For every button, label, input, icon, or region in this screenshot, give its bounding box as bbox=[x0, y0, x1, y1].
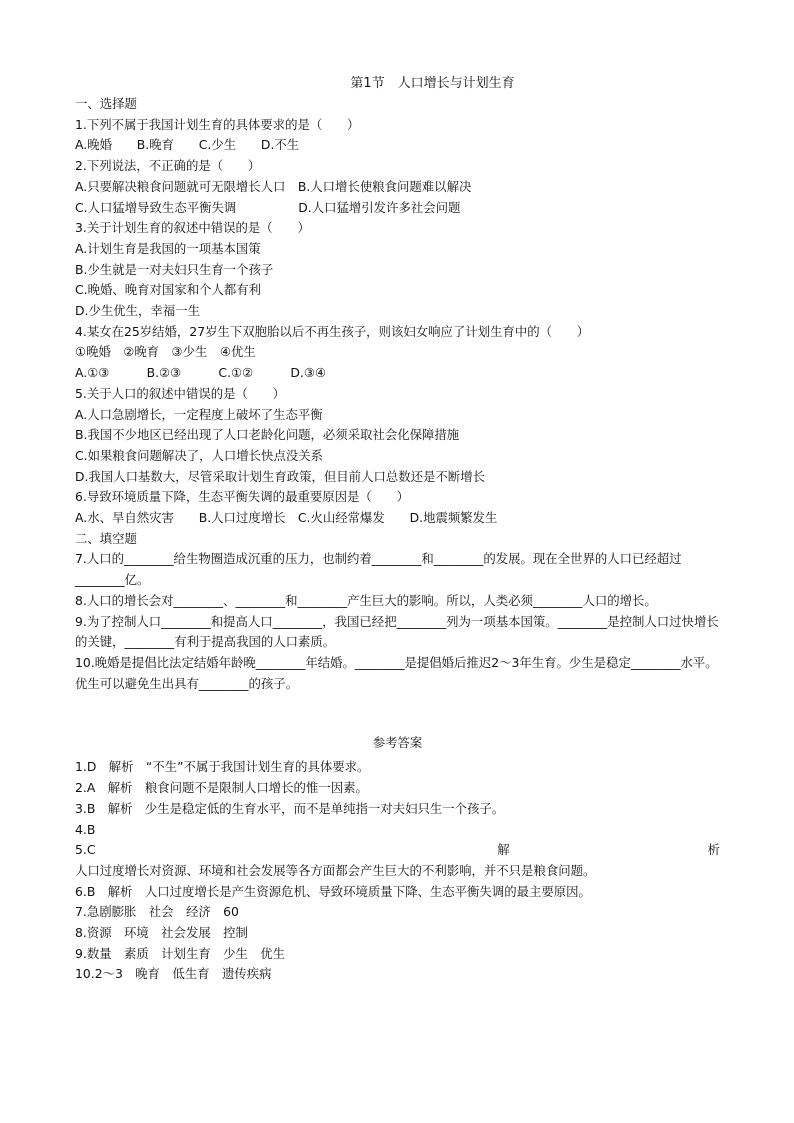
answer-2: 2.A 解析 粮食问题不是限制人口增长的惟一因素。 bbox=[75, 780, 368, 796]
question-4-options: A.①③ B.②③ C.①② D.③④ bbox=[75, 365, 327, 381]
question-6-options: A.水、旱自然灾害 B.人口过度增长 C.火山经常爆发 D.地震频繁发生 bbox=[75, 510, 498, 526]
question-2-options-cd: C.人口猛增导致生态平衡失调 D.人口猛增引发许多社会问题 bbox=[75, 199, 461, 215]
worksheet-page bbox=[75, 74, 720, 985]
question-3-stem: 3.关于计划生育的叙述中错误的是（ ） bbox=[75, 220, 310, 236]
answer-8: 8.资源 环境 社会发展 控制 bbox=[75, 925, 248, 941]
page-title: 第1节 人口增长与计划生育 bbox=[350, 76, 515, 91]
question-10: 10.晚婚是提倡比法定结婚年龄晚________年结婚。________是提倡婚后推迟2～3年生育。少生是稳定________水平。优生可以避免生出具有________的孩子。 bbox=[75, 654, 718, 691]
question-5-option-c: C.如果粮食问题解决了，人口增长快点没关系 bbox=[75, 447, 324, 463]
question-3-option-a: A.计划生育是我国的一项基本国策 bbox=[75, 240, 261, 256]
question-5-stem: 5.关于人口的叙述中错误的是（ ） bbox=[75, 385, 286, 401]
question-5-option-b: B.我国不少地区已经出现了人口老龄化问题，必须采取社会化保障措施 bbox=[75, 427, 460, 443]
question-2-options-ab: A.只要解决粮食问题就可无限增长人口 B.人口增长使粮食问题难以解决 bbox=[75, 178, 472, 194]
answer-1: 1.D 解析 “不生”不属于我国计划生育的具体要求。 bbox=[75, 759, 370, 775]
question-3-option-b: B.少生就是一对夫妇只生育一个孩子 bbox=[75, 261, 274, 277]
answer-10: 10.2～3 晚育 低生育 遗传疾病 bbox=[75, 966, 272, 982]
answer-9: 9.数量 素质 计划生育 少生 优生 bbox=[75, 945, 286, 961]
answer-5-xi: 析 bbox=[707, 842, 720, 858]
question-6-stem: 6.导致环境质量下降，生态平衡失调的最重要原因是（ ） bbox=[75, 489, 409, 505]
answer-6: 6.B 解析 人口过度增长是产生资源危机、导致环境质量下降、生态平衡失调的最主要原因。 bbox=[75, 883, 591, 899]
question-9: 9.为了控制人口________和提高人口________，我国已经把________列为一项基本国策。________是控制人口过快增长的关键，________有利于提高我国的人口素质。 bbox=[75, 613, 719, 650]
answer-5-jie: 解 bbox=[497, 842, 510, 858]
question-3-option-c: C.晚婚、晚育对国家和个人都有利 bbox=[75, 282, 262, 298]
section-heading-fill: 二、填空题 bbox=[75, 530, 137, 546]
question-4-stem: 4.某女在25岁结婚，27岁生下双胞胎以后不再生孩子，则该妇女响应了计划生育中的（ ） bbox=[75, 323, 590, 339]
question-8: 8.人口的增长会对________、________和________产生巨大的影响。所以，人类必须________人口的增长。 bbox=[75, 592, 657, 608]
section-heading-choice: 一、选择题 bbox=[75, 96, 137, 111]
answer-3: 3.B 解析 少生是稳定低的生育水平，而不是单纯指一对夫妇只生一个孩子。 bbox=[75, 800, 505, 816]
question-1-options: A.晚婚 B.晚育 C.少生 D.不生 bbox=[75, 137, 300, 153]
answer-5-number: 5.C bbox=[75, 842, 96, 858]
answer-4: 4.B bbox=[75, 821, 96, 837]
answer-5-text: 人口过度增长对资源、环境和社会发展等各方面都会产生巨大的不利影响，并不只是粮食问题。 bbox=[75, 862, 596, 878]
answer-5-header bbox=[75, 840, 720, 861]
question-4-items: ①晚婚 ②晚育 ③少生 ④优生 bbox=[75, 344, 256, 360]
question-5-option-d: D.我国人口基数大，尽管采取计划生育政策，但目前人口总数还是不断增长 bbox=[75, 468, 485, 484]
answer-7: 7.急剧膨胀 社会 经济 60 bbox=[75, 904, 239, 920]
question-3-option-d: D.少生优生，幸福一生 bbox=[75, 303, 200, 319]
question-2-stem: 2.下列说法，不正确的是（ ） bbox=[75, 158, 261, 174]
question-1-stem: 1.下列不属于我国计划生育的具体要求的是（ ） bbox=[75, 116, 360, 132]
answers-title: 参考答案 bbox=[372, 735, 423, 751]
question-7: 7.人口的________给生物圈造成沉重的压力，也制约着________和________的发展。现在全世界的人口已经超过________亿。 bbox=[75, 551, 682, 588]
question-5-option-a: A.人口急剧增长，一定程度上破坏了生态平衡 bbox=[75, 406, 323, 422]
